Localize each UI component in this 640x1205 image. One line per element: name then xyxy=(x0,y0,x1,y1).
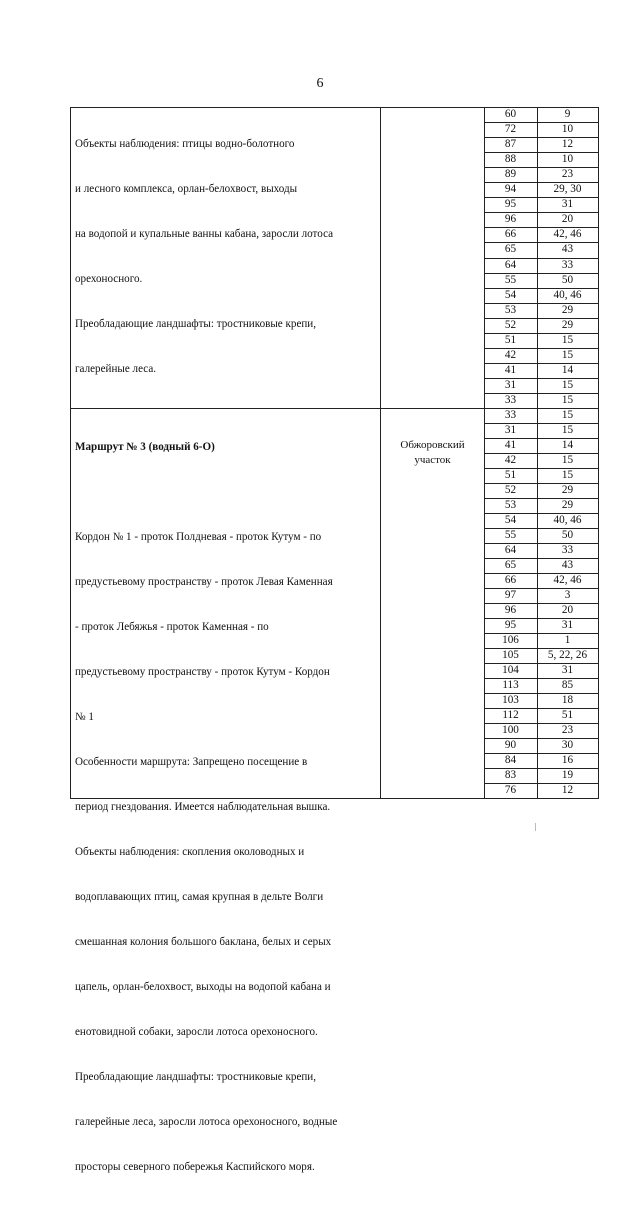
quarter-number: 55 xyxy=(504,273,517,286)
page-number: 6 xyxy=(316,76,324,91)
quarter-number: 84 xyxy=(504,754,517,766)
quarter-number: 64 xyxy=(504,258,517,271)
quarter-number: 72 xyxy=(504,123,517,136)
allotment-numbers: 15 xyxy=(561,454,574,466)
row-divider xyxy=(484,768,598,769)
text-line: Особенности маршрута: Запрещено посещение в xyxy=(75,756,308,768)
quarter-number: 97 xyxy=(504,589,517,601)
table-row xyxy=(484,573,598,588)
text-line: водоплавающих птиц, самая крупная в дельте Волги xyxy=(75,891,324,903)
location-cell xyxy=(381,438,484,468)
text-line: и лесного комплекса, орлан-белохвост, выходы xyxy=(75,183,298,195)
quarter-number: 113 xyxy=(502,679,519,691)
row-divider xyxy=(484,468,598,469)
table-row xyxy=(484,768,598,783)
table-row xyxy=(484,152,598,167)
table-row xyxy=(484,363,598,378)
text-line: предустьевому пространству - проток Левая Каменная xyxy=(75,576,333,588)
text-line: енотовидной собаки, заросли лотоса орехоносного. xyxy=(75,1026,318,1038)
row-divider xyxy=(484,738,598,739)
quarter-number: 106 xyxy=(502,634,519,646)
allotment-numbers: 15 xyxy=(561,424,574,436)
row-divider xyxy=(484,137,598,138)
quarter-number: 54 xyxy=(504,288,517,301)
quarter-number: 96 xyxy=(504,213,517,226)
quarter-number: 112 xyxy=(502,709,519,721)
allotment-numbers: 23 xyxy=(561,724,574,736)
section-a-description xyxy=(75,107,375,407)
allotment-numbers: 12 xyxy=(561,784,574,796)
quarter-number: 103 xyxy=(502,694,519,706)
row-divider xyxy=(484,197,598,198)
allotment-numbers: 51 xyxy=(561,709,574,721)
allotment-numbers: 30 xyxy=(561,739,574,751)
table-row xyxy=(484,227,598,242)
table-row xyxy=(484,738,598,753)
allotment-numbers: 15 xyxy=(561,393,574,406)
row-divider xyxy=(484,528,598,529)
allotment-numbers: 50 xyxy=(561,273,574,286)
allotment-numbers: 19 xyxy=(561,769,574,781)
quarter-number: 42 xyxy=(504,454,517,466)
allotment-numbers: 23 xyxy=(561,168,574,181)
allotment-numbers: 14 xyxy=(561,363,574,376)
table-row xyxy=(484,603,598,618)
row-divider xyxy=(484,453,598,454)
row-divider xyxy=(484,348,598,349)
text-line: на водопой и купальные ванны кабана, заросли лотоса xyxy=(75,228,334,240)
row-divider xyxy=(484,723,598,724)
table-row xyxy=(484,438,598,453)
allotment-numbers: 50 xyxy=(561,529,574,541)
text-line: предустьевому пространству - проток Кутум - Кордон xyxy=(75,666,330,678)
allotment-numbers: 42, 46 xyxy=(553,228,582,241)
row-divider xyxy=(484,558,598,559)
row-divider xyxy=(484,212,598,213)
row-divider xyxy=(484,708,598,709)
table-row xyxy=(484,408,598,423)
quarter-number: 96 xyxy=(504,604,517,616)
allotment-numbers: 29 xyxy=(561,318,574,331)
quarter-number: 52 xyxy=(504,484,517,496)
blank-line xyxy=(75,485,375,500)
scan-mark xyxy=(535,823,536,831)
quarter-number: 65 xyxy=(504,243,517,256)
table-row xyxy=(484,678,598,693)
row-divider xyxy=(484,152,598,153)
row-divider xyxy=(484,513,598,514)
row-divider xyxy=(484,258,598,259)
quarter-number: 66 xyxy=(504,574,517,586)
table-row xyxy=(484,588,598,603)
text-line: - проток Лебяжья - проток Каменная - по xyxy=(75,621,269,633)
allotment-numbers: 42, 46 xyxy=(553,574,582,586)
table-row xyxy=(484,288,598,303)
row-divider xyxy=(484,753,598,754)
route-title: Маршрут № 3 (водный 6-О) xyxy=(75,441,215,453)
row-divider xyxy=(484,393,598,394)
table-row xyxy=(484,708,598,723)
row-divider xyxy=(484,378,598,379)
allotment-numbers: 15 xyxy=(561,378,574,391)
allotment-numbers: 29, 30 xyxy=(553,183,582,196)
table-border-left xyxy=(70,107,71,799)
allotment-numbers: 3 xyxy=(564,589,571,601)
table-row xyxy=(484,197,598,212)
allotment-numbers: 18 xyxy=(561,694,574,706)
quarter-number: 60 xyxy=(504,108,517,120)
quarter-number: 64 xyxy=(504,544,517,556)
quarter-number: 76 xyxy=(504,784,517,796)
table-row xyxy=(484,513,598,528)
quarter-number: 51 xyxy=(504,333,517,346)
text-line: галерейные леса. xyxy=(75,363,157,375)
table-row xyxy=(484,393,598,408)
quarter-number: 83 xyxy=(504,769,517,781)
text-line: период гнездования. Имеется наблюдательная вышка. xyxy=(75,801,331,813)
table-row xyxy=(484,633,598,648)
allotment-numbers: 29 xyxy=(561,499,574,511)
row-divider xyxy=(484,483,598,484)
table-row xyxy=(484,423,598,438)
text-line: Объекты наблюдения: птицы водно-болотного xyxy=(75,138,295,150)
quarter-number: 52 xyxy=(504,318,517,331)
allotment-numbers: 20 xyxy=(561,213,574,226)
table-row xyxy=(484,333,598,348)
quarter-number: 89 xyxy=(504,168,517,181)
quarter-number: 94 xyxy=(504,183,517,196)
table-row xyxy=(484,182,598,197)
table-row xyxy=(484,723,598,738)
table-row xyxy=(484,137,598,152)
allotment-numbers: 12 xyxy=(561,138,574,151)
allotment-numbers: 33 xyxy=(561,544,574,556)
quarter-number: 31 xyxy=(504,424,517,436)
allotment-numbers: 15 xyxy=(561,333,574,346)
row-divider xyxy=(484,333,598,334)
text-line: смешанная колония большого баклана, белых и серых xyxy=(75,936,332,948)
quarter-number: 90 xyxy=(504,739,517,751)
quarter-number: 54 xyxy=(504,514,517,526)
allotment-numbers: 1 xyxy=(564,634,571,646)
allotment-numbers: 29 xyxy=(561,303,574,316)
quarter-number: 87 xyxy=(504,138,517,151)
section-b-description xyxy=(75,410,375,1205)
quarter-number: 66 xyxy=(504,228,517,241)
location-name: Обжоровский xyxy=(400,439,465,451)
text-line: Объекты наблюдения: скопления околоводных и xyxy=(75,846,305,858)
table-row xyxy=(484,558,598,573)
row-divider xyxy=(484,588,598,589)
row-divider xyxy=(484,438,598,439)
quarter-number: 41 xyxy=(504,363,517,376)
table-row xyxy=(484,483,598,498)
text-line: Кордон № 1 - проток Полдневая - проток Кутум - по xyxy=(75,531,322,543)
allotment-numbers: 15 xyxy=(561,469,574,481)
row-divider xyxy=(484,182,598,183)
allotment-numbers: 5, 22, 26 xyxy=(547,649,588,661)
table-row xyxy=(484,618,598,633)
row-divider xyxy=(484,603,598,604)
allotment-numbers: 9 xyxy=(564,108,571,120)
table-row xyxy=(484,167,598,182)
allotment-numbers: 43 xyxy=(561,559,574,571)
row-divider xyxy=(484,663,598,664)
table-row xyxy=(484,212,598,227)
allotment-numbers: 31 xyxy=(561,664,574,676)
allotment-numbers: 16 xyxy=(561,754,574,766)
quarter-number: 33 xyxy=(504,409,517,421)
quarter-number: 105 xyxy=(502,649,519,661)
table-row xyxy=(484,468,598,483)
table-row xyxy=(484,753,598,768)
location-type: участок xyxy=(414,454,451,466)
allotment-numbers: 20 xyxy=(561,604,574,616)
allotment-numbers: 40, 46 xyxy=(553,288,582,301)
allotment-numbers: 33 xyxy=(561,258,574,271)
row-divider xyxy=(484,167,598,168)
row-divider xyxy=(484,242,598,243)
allotment-numbers: 15 xyxy=(561,348,574,361)
table-row xyxy=(484,348,598,363)
table-row xyxy=(484,378,598,393)
quarter-number: 55 xyxy=(504,529,517,541)
table-row xyxy=(484,648,598,663)
table-border-right xyxy=(598,107,599,799)
allotment-numbers: 43 xyxy=(561,243,574,256)
text-line: № 1 xyxy=(75,711,94,723)
table-row xyxy=(484,498,598,513)
quarter-number: 95 xyxy=(504,198,517,211)
table-row xyxy=(484,122,598,137)
row-divider xyxy=(484,648,598,649)
quarter-number: 88 xyxy=(504,153,517,166)
row-divider xyxy=(484,363,598,364)
route-table xyxy=(70,107,598,1173)
row-divider xyxy=(484,227,598,228)
text-line: галерейные леса, заросли лотоса орехоносного, водные xyxy=(75,1116,338,1128)
allotment-numbers: 31 xyxy=(561,619,574,631)
allotment-numbers: 29 xyxy=(561,484,574,496)
row-divider xyxy=(484,573,598,574)
quarter-number: 104 xyxy=(502,664,519,676)
row-divider xyxy=(484,678,598,679)
row-divider xyxy=(484,543,598,544)
text-line: просторы северного побережья Каспийского моря. xyxy=(75,1161,315,1173)
row-divider xyxy=(484,693,598,694)
allotment-numbers: 14 xyxy=(561,439,574,451)
quarter-number: 65 xyxy=(504,559,517,571)
quarter-number: 95 xyxy=(504,619,517,631)
row-divider xyxy=(484,122,598,123)
quarter-number: 100 xyxy=(502,724,519,736)
row-divider xyxy=(484,318,598,319)
allotment-numbers: 31 xyxy=(561,198,574,211)
table-row xyxy=(484,303,598,318)
row-divider xyxy=(484,618,598,619)
row-divider xyxy=(484,633,598,634)
table-row xyxy=(484,107,598,122)
quarter-number: 53 xyxy=(504,499,517,511)
row-divider xyxy=(484,423,598,424)
row-divider xyxy=(484,273,598,274)
quarter-number: 31 xyxy=(504,378,517,391)
allotment-numbers: 10 xyxy=(561,123,574,136)
table-row xyxy=(484,543,598,558)
row-divider xyxy=(484,288,598,289)
text-line: Преобладающие ландшафты: тростниковые крепи, xyxy=(75,1071,317,1083)
allotment-numbers: 15 xyxy=(561,409,574,421)
text-line: Преобладающие ландшафты: тростниковые крепи, xyxy=(75,318,317,330)
table-row xyxy=(484,242,598,257)
table-row xyxy=(484,693,598,708)
text-line: орехоносного. xyxy=(75,273,143,285)
table-row xyxy=(484,663,598,678)
text-line: цапель, орлан-белохвост, выходы на водопой кабана и xyxy=(75,981,331,993)
table-row xyxy=(484,453,598,468)
table-row xyxy=(484,273,598,288)
row-divider xyxy=(484,498,598,499)
allotment-numbers: 10 xyxy=(561,153,574,166)
row-divider xyxy=(484,303,598,304)
row-divider xyxy=(484,783,598,784)
quarter-number: 51 xyxy=(504,469,517,481)
table-row xyxy=(484,318,598,333)
table-row xyxy=(484,528,598,543)
allotment-numbers: 85 xyxy=(561,679,574,691)
table-row xyxy=(484,783,598,798)
quarter-number: 41 xyxy=(504,439,517,451)
quarter-number: 33 xyxy=(504,393,517,406)
quarter-number: 42 xyxy=(504,348,517,361)
quarter-number: 53 xyxy=(504,303,517,316)
table-row xyxy=(484,258,598,273)
allotment-numbers: 40, 46 xyxy=(553,514,582,526)
